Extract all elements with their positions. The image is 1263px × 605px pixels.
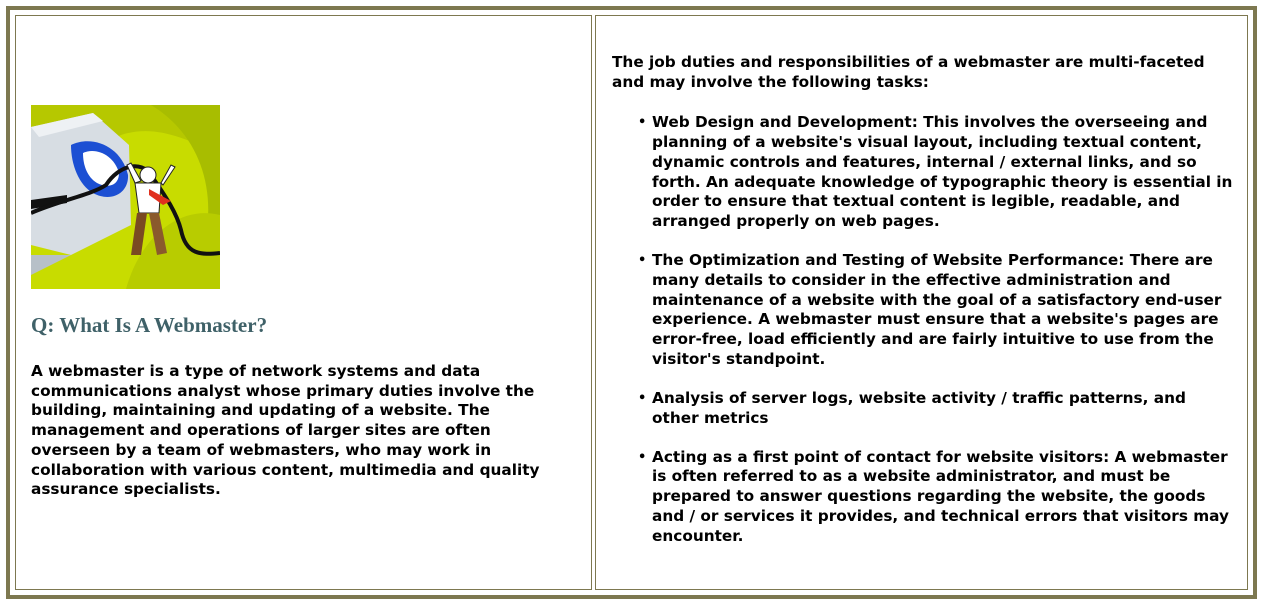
left-panel xyxy=(15,15,592,590)
duty-item-analysis: • Analysis of server logs, website activity / traffic patterns, and other metrics xyxy=(652,389,1233,428)
outer-frame xyxy=(6,6,1257,599)
duties-list xyxy=(612,113,1233,546)
duty-item-contact: • Acting as a first point of contact for website visitors: A webmaster is often referred to as a website administrator, and must be prepared to answer questions regarding the website, the goods and / or services it provides, and technical errors that visitors may encounter. xyxy=(652,448,1233,547)
duties-intro: The job duties and responsibilities of a webmaster are multi-faceted and may involve the following tasks: xyxy=(612,53,1205,91)
content-area xyxy=(10,10,1253,595)
definition-paragraph: A webmaster is a type of network systems and data communications analyst whose primary duties involve the building, maintaining and updating of a website. The management and operations of larger sites are often overseen by a team of webmasters, who may work in collaboration with various content, multimedia and quality assurance specialists. xyxy=(31,362,540,499)
page-title: Q: What Is A Webmaster? xyxy=(31,313,268,337)
duty-item-optimization: • The Optimization and Testing of Website Performance: There are many details to consider in the effective administration and maintenance of a website with the goal of a satisfactory end-user experience. A webmaster must ensure that a website's pages are error-free, load efficiently and are fairly intuitive to use from the visitor's standpoint. xyxy=(652,251,1233,369)
right-panel xyxy=(595,15,1248,590)
duty-item-design: • Web Design and Development: This involves the overseeing and planning of a website's visual layout, including textual content, dynamic controls and features, internal / external links, and so forth. An adequate knowledge of typographic theory is essential in order to ensure that textual content is legible, readable, and arranged properly on web pages. xyxy=(652,113,1233,231)
webmaster-clipart-image xyxy=(31,105,220,289)
